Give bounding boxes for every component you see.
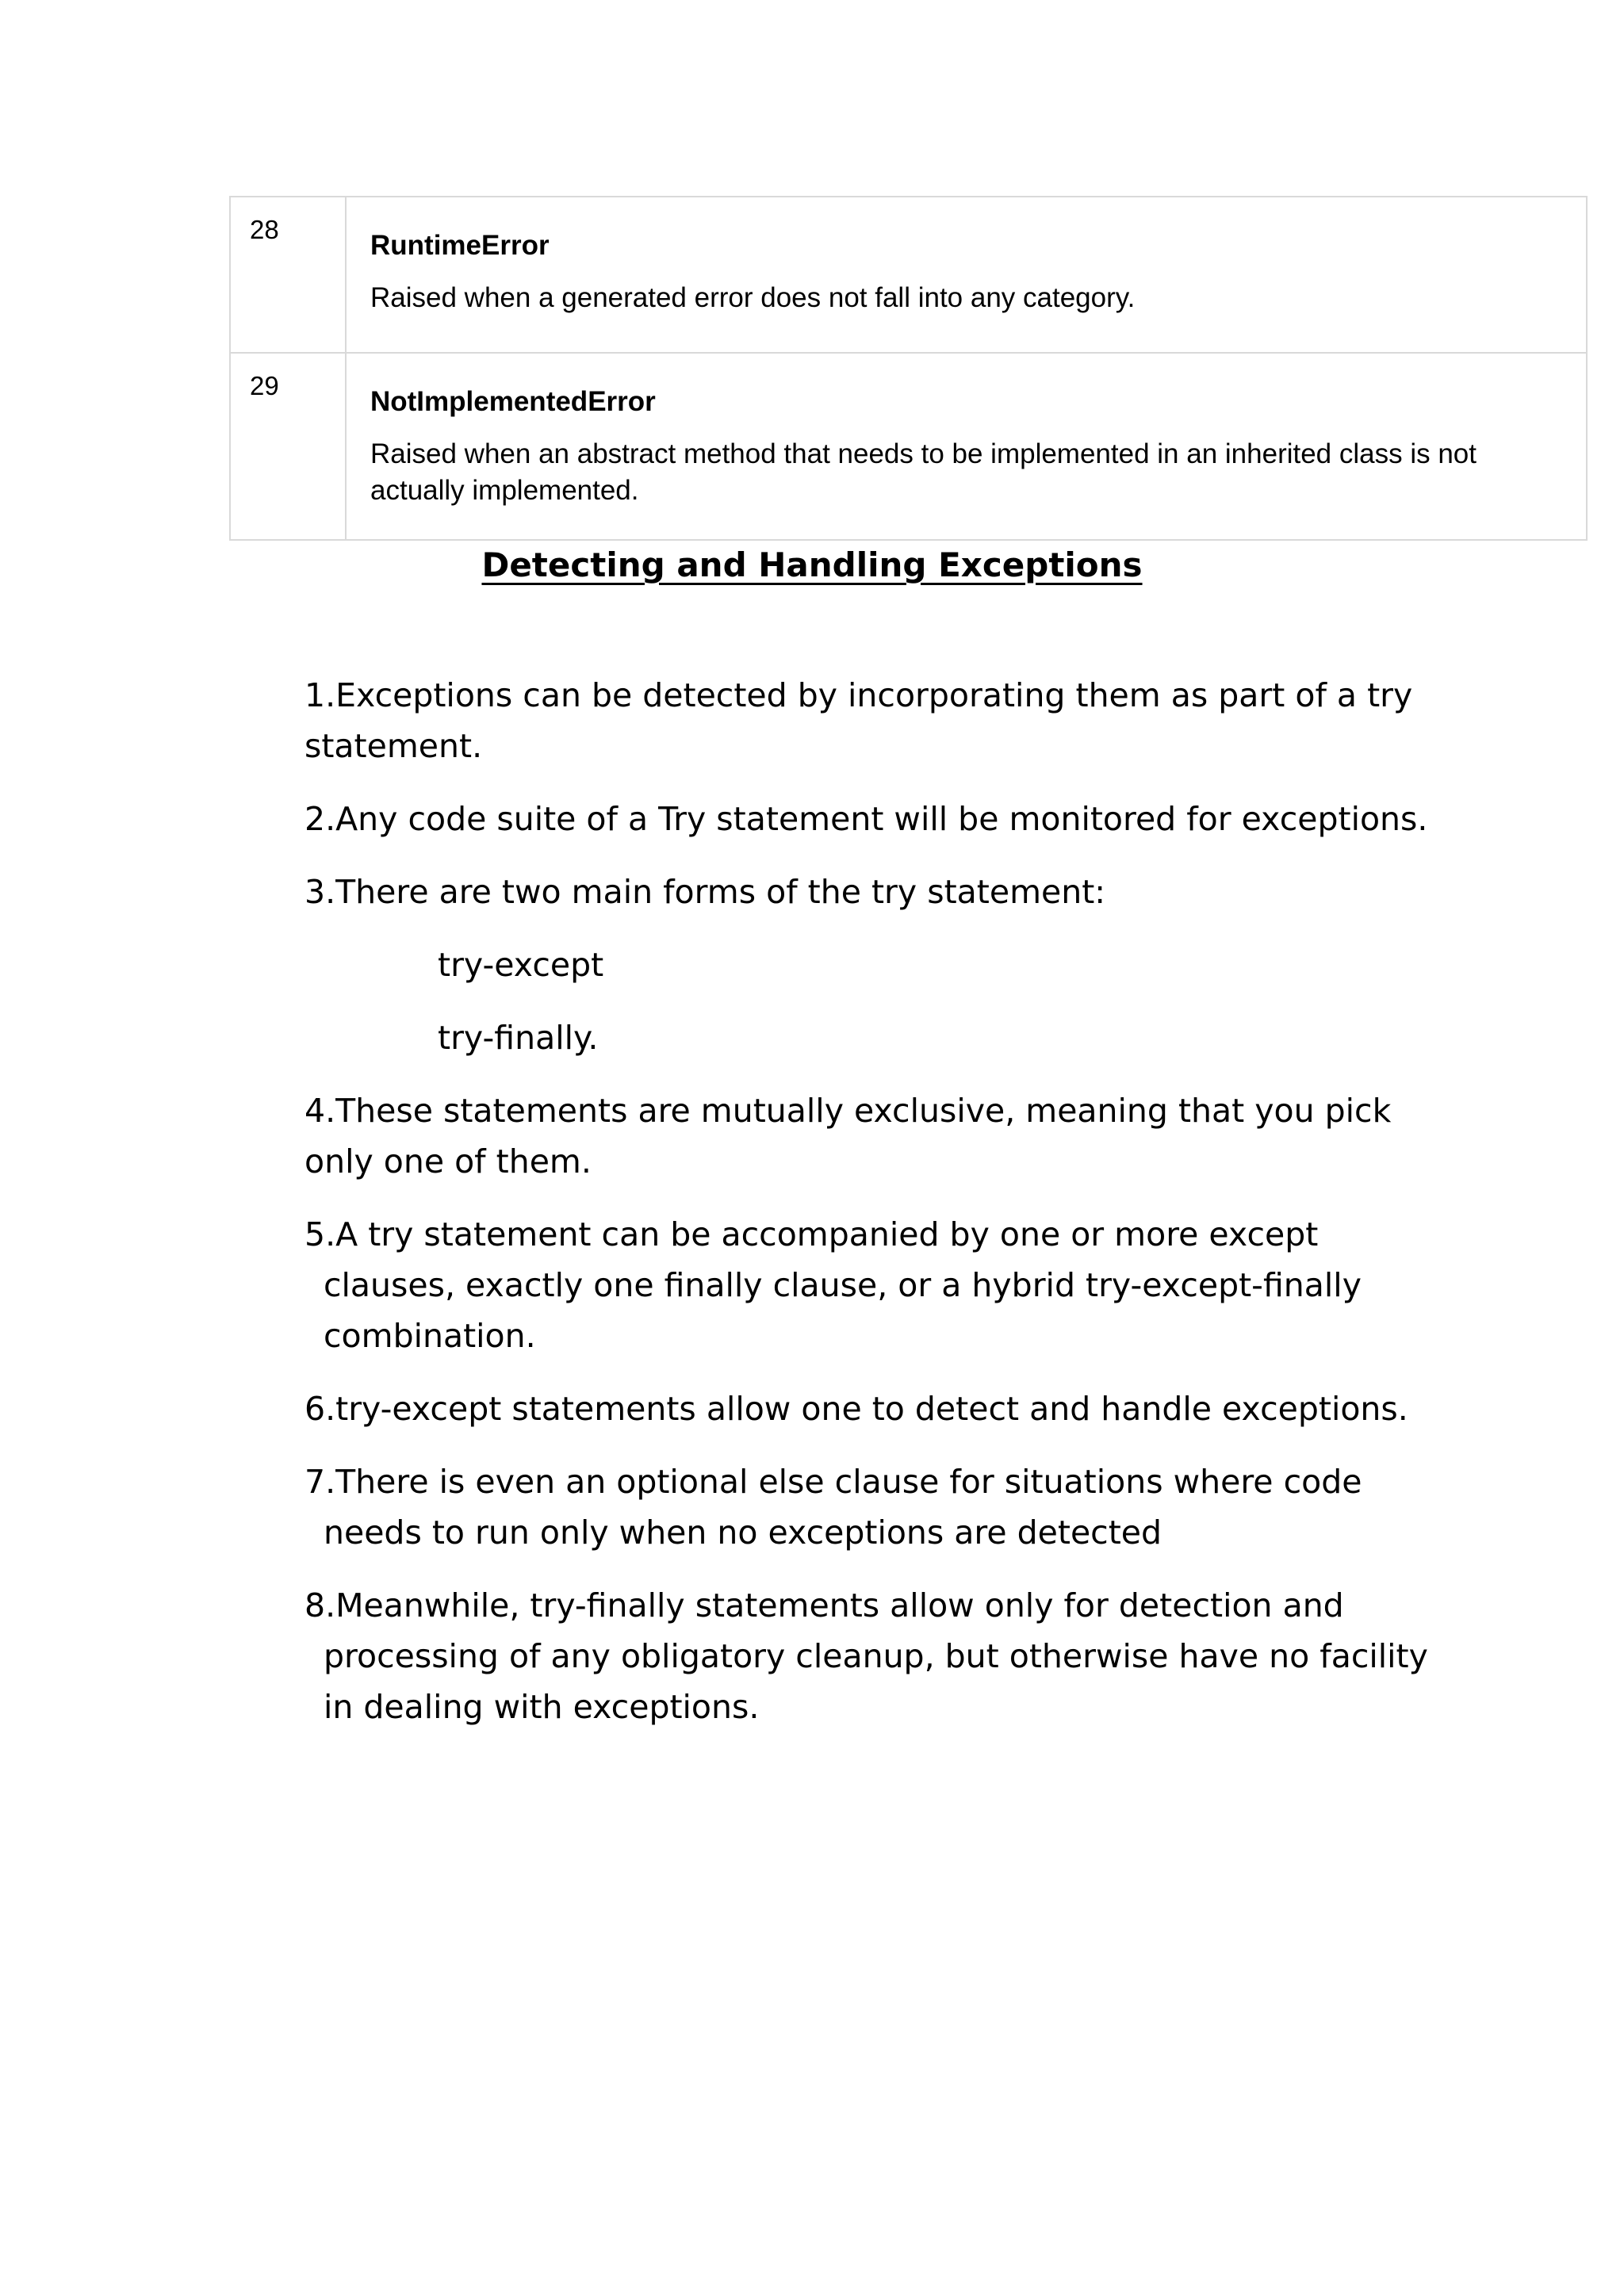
list-item: 5.A try statement can be accompanied by one or more except clauses, exactly one finally clause, or a hybrid try-except-finally combination. — [304, 1215, 1362, 1355]
row-number: 28 — [230, 197, 346, 353]
list-item: 4.These statements are mutually exclusive, meaning that you pick only one of them. — [304, 1092, 1392, 1181]
exception-description: Raised when an abstract method that needs to be implemented in an inherited class is not actually implemented. — [370, 438, 1477, 506]
try-form-item: try-finally. — [438, 1019, 599, 1057]
try-form-item: try-except — [438, 946, 604, 984]
list-item: 8.Meanwhile, try-finally statements allow only for detection and processing of any obligatory cleanup, but otherwise have no facility in dealing with exceptions. — [304, 1586, 1428, 1726]
list-item: 6.try-except statements allow one to detect and handle exceptions. — [304, 1390, 1408, 1428]
exception-name: RuntimeError — [370, 230, 550, 261]
list-item: 7.There is even an optional else clause for situations where code needs to run only when no exceptions are detected — [304, 1463, 1362, 1552]
exception-description: Raised when a generated error does not fall into any category. — [370, 282, 1136, 313]
list-item: 1.Exceptions can be detected by incorporating them as part of a try statement. — [304, 676, 1413, 765]
list-item: 2.Any code suite of a Try statement will be monitored for exceptions. — [304, 800, 1428, 838]
row-content — [346, 197, 1587, 353]
section-heading: Detecting and Handling Exceptions — [481, 545, 1143, 584]
table-row — [230, 197, 1587, 353]
points-list — [304, 670, 1431, 1755]
exception-name: NotImplementedError — [370, 386, 656, 417]
row-content — [346, 353, 1587, 540]
table-row — [230, 353, 1587, 540]
list-item: 3.There are two main forms of the try statement: — [304, 873, 1106, 911]
row-number: 29 — [230, 353, 346, 540]
exceptions-table — [229, 196, 1588, 541]
